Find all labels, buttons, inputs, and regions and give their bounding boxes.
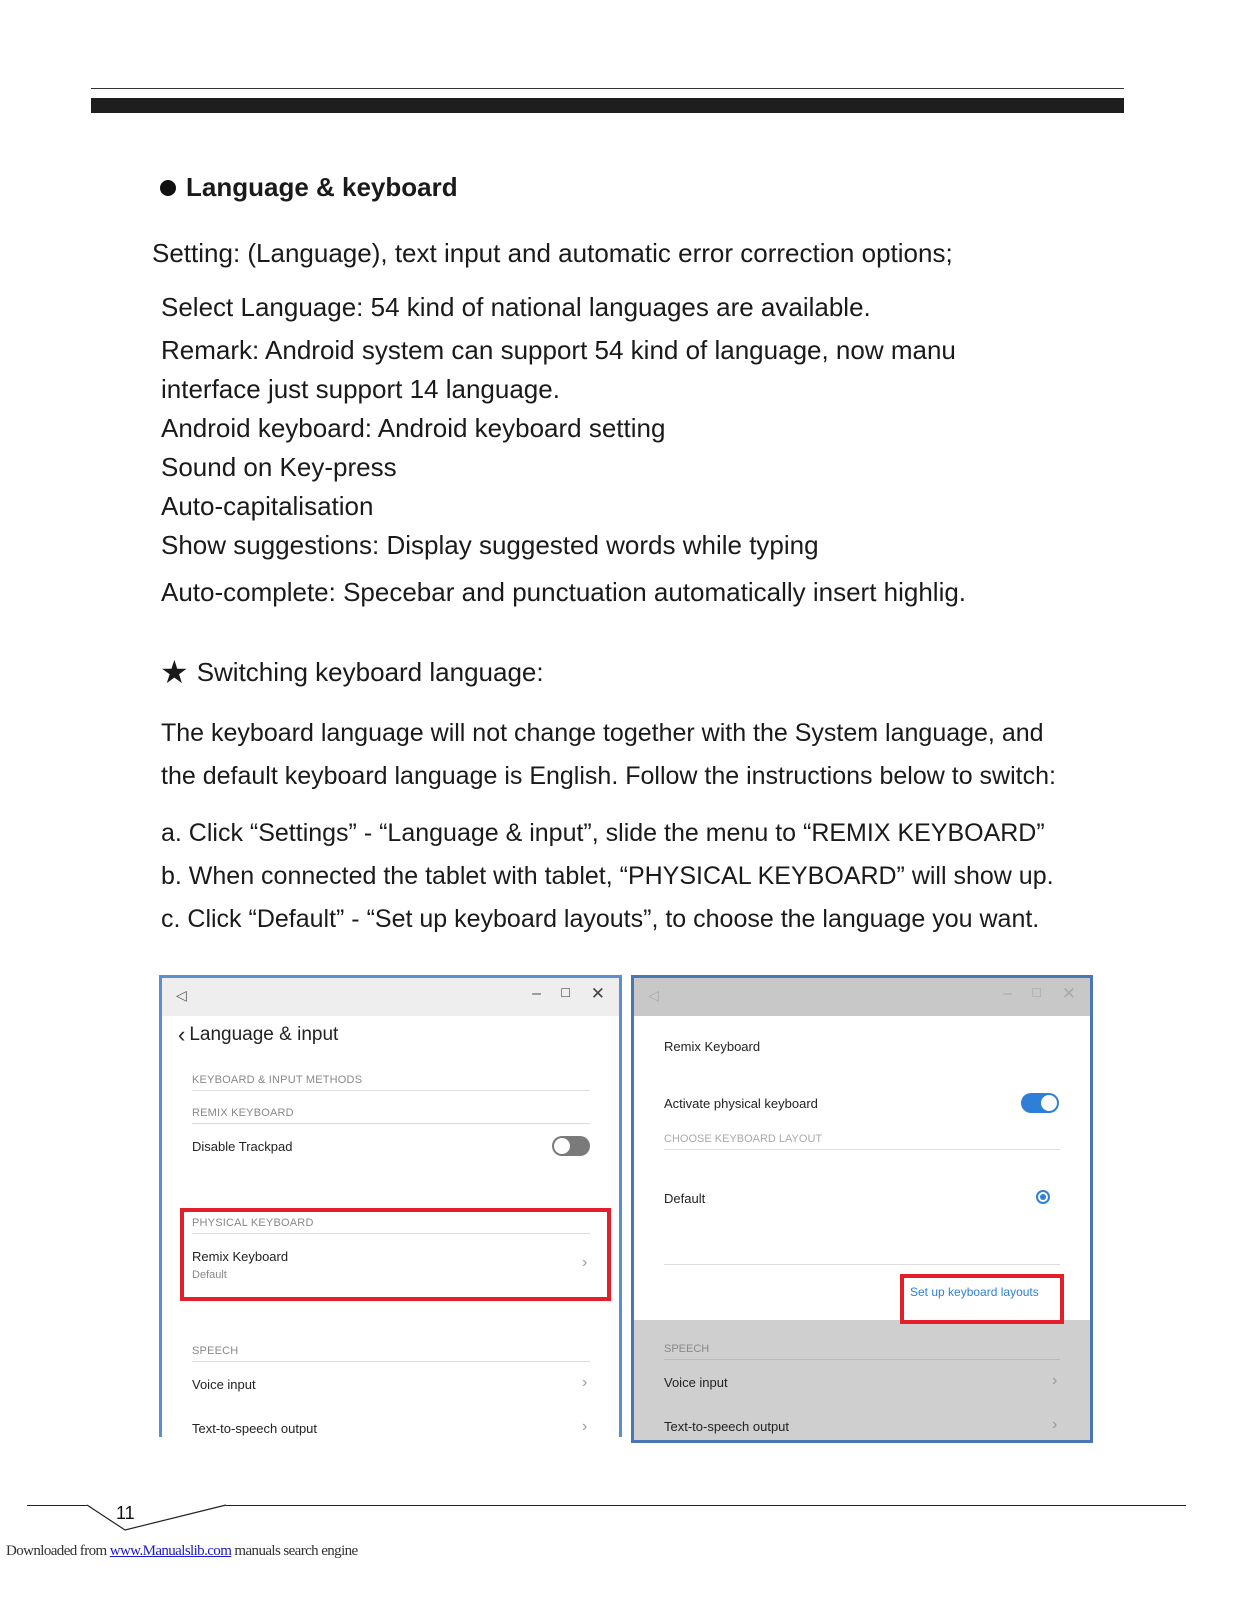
window-titlebar <box>162 978 619 1016</box>
text-line: interface just support 14 language. <box>161 374 560 404</box>
highlight-setup-layouts <box>900 1274 1064 1324</box>
chevron-left-icon[interactable]: ‹ <box>178 1022 186 1047</box>
chevron-right-icon[interactable]: › <box>582 1374 588 1391</box>
section-physical-keyboard: PHYSICAL KEYBOARD <box>192 1217 314 1229</box>
tts-output-item[interactable]: Text-to-speech output <box>192 1421 318 1436</box>
minimize-icon[interactable]: – <box>1003 985 1012 1002</box>
divider <box>664 1264 1060 1265</box>
text-line: Auto-complete: Specebar and punctuation automatically insert highlig. <box>161 577 967 607</box>
text-line: Auto-capitalisation <box>161 491 374 521</box>
divider <box>192 1123 590 1124</box>
screenshot-remix-keyboard <box>631 975 1093 1443</box>
back-icon[interactable]: ◁ <box>648 987 659 1003</box>
back-icon[interactable]: ◁ <box>176 987 187 1003</box>
divider <box>664 1149 1060 1150</box>
text-line: Android keyboard: Android keyboard setting <box>161 413 666 443</box>
close-icon[interactable]: ✕ <box>590 984 605 1003</box>
footer-notch <box>80 1500 230 1540</box>
maximize-icon[interactable]: ☐ <box>1031 986 1042 1000</box>
default-layout-label: Default <box>664 1191 706 1206</box>
footer-rule-right <box>226 1505 1186 1506</box>
section-heading-text: Language & keyboard <box>186 172 458 202</box>
radio-dot <box>1040 1194 1046 1200</box>
activate-physical-keyboard-toggle[interactable] <box>1021 1093 1059 1113</box>
screenshot-language-input <box>159 975 622 1437</box>
toggle-knob <box>1041 1095 1057 1111</box>
download-prefix: Downloaded from <box>6 1543 107 1559</box>
window-titlebar <box>634 978 1090 1016</box>
page-title-text: Language & input <box>189 1024 339 1045</box>
section-speech: SPEECH <box>192 1345 239 1357</box>
step-a: a. Click “Settings” - “Language & input”, slide the menu to “REMIX KEYBOARD” <box>161 819 1045 847</box>
star-icon: ★ <box>160 654 189 690</box>
step-c: c. Click “Default” - “Set up keyboard layouts”, to choose the language you want. <box>161 905 1040 933</box>
remix-keyboard-item[interactable]: Remix Keyboard <box>192 1249 289 1264</box>
bullet-icon <box>160 180 176 196</box>
page-title <box>178 1024 338 1046</box>
chevron-right-icon[interactable]: › <box>582 1254 588 1271</box>
manualslib-link[interactable]: www.Manualslib.com <box>109 1543 232 1559</box>
maximize-icon[interactable]: ☐ <box>560 986 571 1000</box>
voice-input-item[interactable]: Voice input <box>664 1375 728 1390</box>
remix-keyboard-subtitle: Default <box>192 1269 227 1281</box>
divider <box>192 1090 590 1091</box>
switching-heading <box>160 656 544 688</box>
chevron-right-icon[interactable]: › <box>1052 1372 1058 1389</box>
header-rule-thick <box>91 98 1124 113</box>
close-icon[interactable]: ✕ <box>1061 984 1076 1003</box>
paragraph-line: The keyboard language will not change together with the System language, and <box>161 719 1044 747</box>
section-choose-keyboard-layout: CHOOSE KEYBOARD LAYOUT <box>664 1133 823 1145</box>
disable-trackpad-toggle[interactable] <box>552 1136 590 1156</box>
intro-text: Setting: (Language), text input and automatic error correction options; <box>152 238 953 268</box>
step-b: b. When connected the tablet with tablet, “PHYSICAL KEYBOARD” will show up. <box>161 862 1054 890</box>
tts-output-item[interactable]: Text-to-speech output <box>664 1419 790 1434</box>
header-rule-thin <box>91 88 1124 89</box>
chevron-right-icon[interactable]: › <box>1052 1416 1058 1433</box>
paragraph-line: the default keyboard language is English. Follow the instructions below to switch: <box>161 762 1056 790</box>
activate-physical-keyboard-label: Activate physical keyboard <box>664 1096 818 1111</box>
chevron-right-icon[interactable]: › <box>582 1418 588 1435</box>
minimize-icon[interactable]: – <box>532 985 541 1002</box>
voice-input-item[interactable]: Voice input <box>192 1377 256 1392</box>
download-suffix: manuals search engine <box>234 1543 358 1559</box>
default-layout-radio[interactable] <box>1036 1190 1050 1204</box>
text-line: Sound on Key-press <box>161 452 397 482</box>
divider <box>664 1359 1060 1360</box>
dialog-title: Remix Keyboard <box>664 1039 761 1054</box>
highlight-physical-keyboard <box>180 1208 611 1301</box>
text-line: Remark: Android system can support 54 kind of language, now manu <box>161 335 956 365</box>
page-number: 11 <box>116 1503 135 1523</box>
text-line: Select Language: 54 kind of national languages are available. <box>161 292 871 322</box>
disable-trackpad-label: Disable Trackpad <box>192 1139 293 1154</box>
section-keyboard-input-methods: KEYBOARD & INPUT METHODS <box>192 1074 363 1086</box>
download-credit <box>6 1543 358 1560</box>
section-remix-keyboard: REMIX KEYBOARD <box>192 1107 294 1119</box>
switching-heading-text: Switching keyboard language: <box>196 656 544 687</box>
footer-rule-left <box>27 1505 87 1506</box>
divider <box>192 1361 590 1362</box>
section-heading <box>160 172 458 203</box>
text-line: Show suggestions: Display suggested words while typing <box>161 530 819 560</box>
toggle-knob <box>554 1138 570 1154</box>
section-speech: SPEECH <box>664 1343 710 1355</box>
setup-keyboard-layouts-link[interactable]: Set up keyboard layouts <box>910 1285 1039 1299</box>
